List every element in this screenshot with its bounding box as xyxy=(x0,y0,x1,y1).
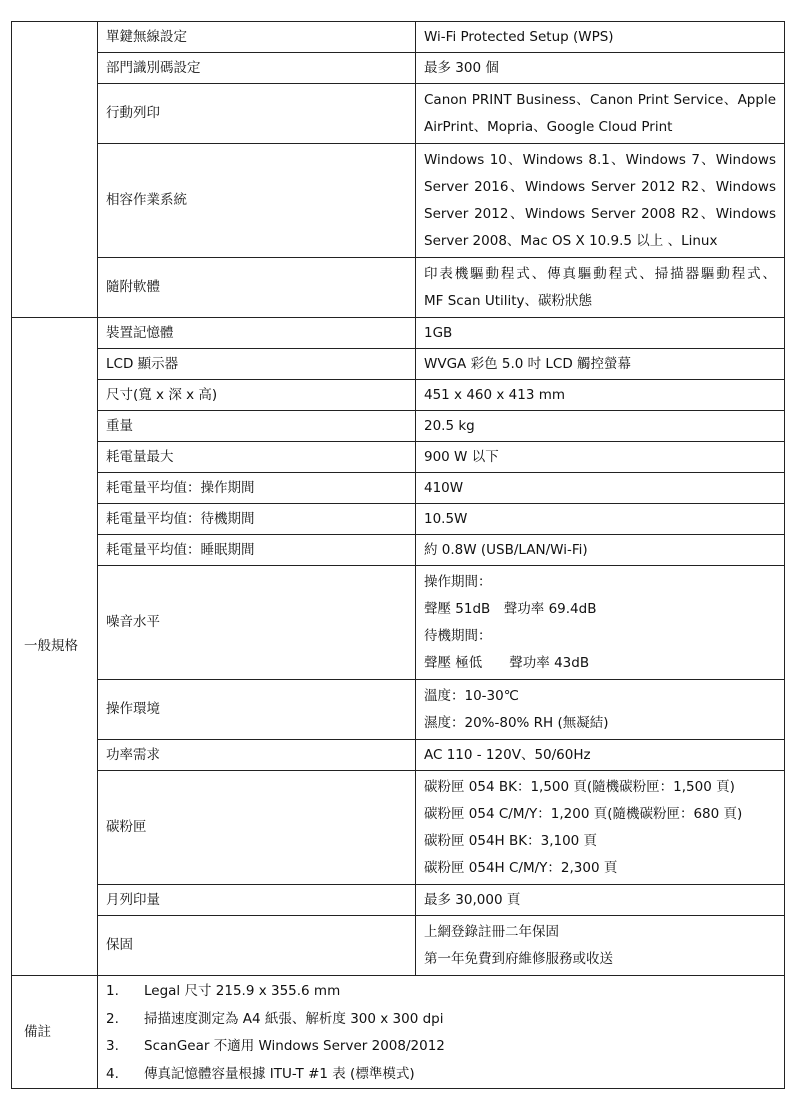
spec-value xyxy=(416,916,785,976)
spec-value-line: 濕度：20%-80% RH (無凝結) xyxy=(424,714,609,731)
spec-value xyxy=(416,473,785,504)
spec-value-line: 1GB xyxy=(424,324,453,341)
spec-value xyxy=(416,504,785,535)
spec-value-line: Windows 10、Windows 8.1、Windows 7、Windows xyxy=(424,151,776,168)
spec-row xyxy=(12,771,785,885)
spec-label: 裝置記憶體 xyxy=(98,318,416,349)
spec-row xyxy=(12,566,785,680)
spec-row xyxy=(12,740,785,771)
notes-list xyxy=(106,978,784,1088)
spec-value xyxy=(416,411,785,442)
spec-value-line: 第一年免費到府維修服務或收送 xyxy=(424,950,613,967)
note-text: ScanGear 不適用 Windows Server 2008/2012 xyxy=(144,1038,445,1054)
spec-value-line: 10.5W xyxy=(424,510,468,527)
spec-row xyxy=(12,53,785,84)
spec-row xyxy=(12,144,785,258)
spec-row xyxy=(12,349,785,380)
spec-label: 隨附軟體 xyxy=(98,258,416,318)
note-item xyxy=(106,978,784,1006)
spec-label: 單鍵無線設定 xyxy=(98,22,416,53)
spec-label: 噪音水平 xyxy=(98,566,416,680)
spec-label: 重量 xyxy=(98,411,416,442)
note-item xyxy=(106,1006,784,1034)
spec-row xyxy=(12,885,785,916)
spec-row xyxy=(12,916,785,976)
spec-value xyxy=(416,349,785,380)
spec-table xyxy=(11,21,785,1089)
note-number: 1. xyxy=(106,983,119,999)
note-text: 傳真記憶體容量根據 ITU-T #1 表 (標準模式) xyxy=(144,1065,415,1082)
spec-value-line: AirPrint、Mopria、Google Cloud Print xyxy=(424,118,673,135)
category-cell xyxy=(12,22,98,318)
spec-row xyxy=(12,380,785,411)
spec-value-line: 410W xyxy=(424,479,464,496)
spec-value xyxy=(416,566,785,680)
spec-value-line: 上網登錄註冊二年保固 xyxy=(424,923,559,940)
spec-value-line: Server 2012、Windows Server 2008 R2、Windows xyxy=(424,205,776,222)
spec-value-line: Canon PRINT Business、Canon Print Service、Apple xyxy=(424,91,776,108)
spec-label: 碳粉匣 xyxy=(98,771,416,885)
spec-value xyxy=(416,22,785,53)
note-text: Legal 尺寸 215.9 x 355.6 mm xyxy=(144,983,341,999)
spec-label: 耗電量平均值：待機期間 xyxy=(98,504,416,535)
notes-cell xyxy=(98,976,785,1089)
spec-label: 月列印量 xyxy=(98,885,416,916)
spec-value-line: 最多 30,000 頁 xyxy=(424,891,521,908)
spec-value-line: 碳粉匣 054 BK：1,500 頁(隨機碳粉匣：1,500 頁) xyxy=(424,778,735,795)
spec-row xyxy=(12,535,785,566)
spec-value-line: 聲壓 極低 聲功率 43dB xyxy=(424,654,590,671)
spec-value-line: 碳粉匣 054 C/M/Y：1,200 頁(隨機碳粉匣：680 頁) xyxy=(424,805,743,822)
spec-label: 耗電量平均值：操作期間 xyxy=(98,473,416,504)
spec-row xyxy=(12,411,785,442)
note-number: 3. xyxy=(106,1038,119,1054)
spec-value xyxy=(416,380,785,411)
spec-value-line: 900 W 以下 xyxy=(424,448,499,465)
spec-value-line: 待機期間： xyxy=(424,627,492,644)
spec-value xyxy=(416,144,785,258)
note-number: 2. xyxy=(106,1010,119,1027)
spec-row xyxy=(12,258,785,318)
spec-label: 操作環境 xyxy=(98,680,416,740)
notes-row xyxy=(12,976,785,1089)
spec-value xyxy=(416,771,785,885)
spec-value-line: AC 110 - 120V、50/60Hz xyxy=(424,746,591,763)
note-item xyxy=(106,1061,784,1089)
spec-value-line: 20.5 kg xyxy=(424,417,475,434)
spec-row xyxy=(12,84,785,144)
note-item xyxy=(106,1033,784,1061)
spec-value-line: 碳粉匣 054H BK：3,100 頁 xyxy=(424,832,598,849)
spec-value xyxy=(416,442,785,473)
note-number: 4. xyxy=(106,1065,119,1082)
spec-value xyxy=(416,53,785,84)
spec-label: LCD 顯示器 xyxy=(98,349,416,380)
spec-value xyxy=(416,740,785,771)
spec-value xyxy=(416,84,785,144)
category-cell: 一般規格 xyxy=(12,318,98,976)
spec-value-line: 印表機驅動程式、傳真驅動程式、掃描器驅動程式、 xyxy=(424,265,776,282)
spec-row xyxy=(12,22,785,53)
spec-value-line: 約 0.8W (USB/LAN/Wi-Fi) xyxy=(424,541,588,558)
spec-value xyxy=(416,258,785,318)
spec-value xyxy=(416,885,785,916)
spec-value xyxy=(416,680,785,740)
spec-value-line: MF Scan Utility、碳粉狀態 xyxy=(424,292,593,309)
spec-value-line: Server 2016、Windows Server 2012 R2、Windows xyxy=(424,178,776,195)
notes-category-cell: 備註 xyxy=(12,976,98,1089)
spec-label: 耗電量平均值：睡眠期間 xyxy=(98,535,416,566)
spec-value-line: Server 2008、Mac OS X 10.9.5 以上 、Linux xyxy=(424,232,718,249)
spec-value-line: 最多 300 個 xyxy=(424,59,499,76)
spec-value-line: 451 x 460 x 413 mm xyxy=(424,386,566,403)
spec-value-line: WVGA 彩色 5.0 吋 LCD 觸控螢幕 xyxy=(424,355,632,372)
spec-label: 部門識別碼設定 xyxy=(98,53,416,84)
spec-value xyxy=(416,535,785,566)
spec-value-line: 溫度：10-30℃ xyxy=(424,687,519,704)
spec-value-line: Wi-Fi Protected Setup (WPS) xyxy=(424,28,614,45)
spec-row xyxy=(12,680,785,740)
spec-label: 耗電量最大 xyxy=(98,442,416,473)
spec-label: 行動列印 xyxy=(98,84,416,144)
spec-table-body xyxy=(12,22,785,1089)
spec-label: 保固 xyxy=(98,916,416,976)
spec-row xyxy=(12,442,785,473)
spec-value-line: 碳粉匣 054H C/M/Y：2,300 頁 xyxy=(424,859,618,876)
spec-label: 功率需求 xyxy=(98,740,416,771)
spec-value-line: 聲壓 51dB 聲功率 69.4dB xyxy=(424,600,597,617)
spec-label: 尺寸(寬 x 深 x 高) xyxy=(98,380,416,411)
spec-label: 相容作業系統 xyxy=(98,144,416,258)
spec-value xyxy=(416,318,785,349)
spec-row xyxy=(12,318,785,349)
note-text: 掃描速度測定為 A4 紙張、解析度 300 x 300 dpi xyxy=(144,1010,444,1027)
spec-value-line: 操作期間： xyxy=(424,573,492,590)
spec-row xyxy=(12,473,785,504)
spec-row xyxy=(12,504,785,535)
